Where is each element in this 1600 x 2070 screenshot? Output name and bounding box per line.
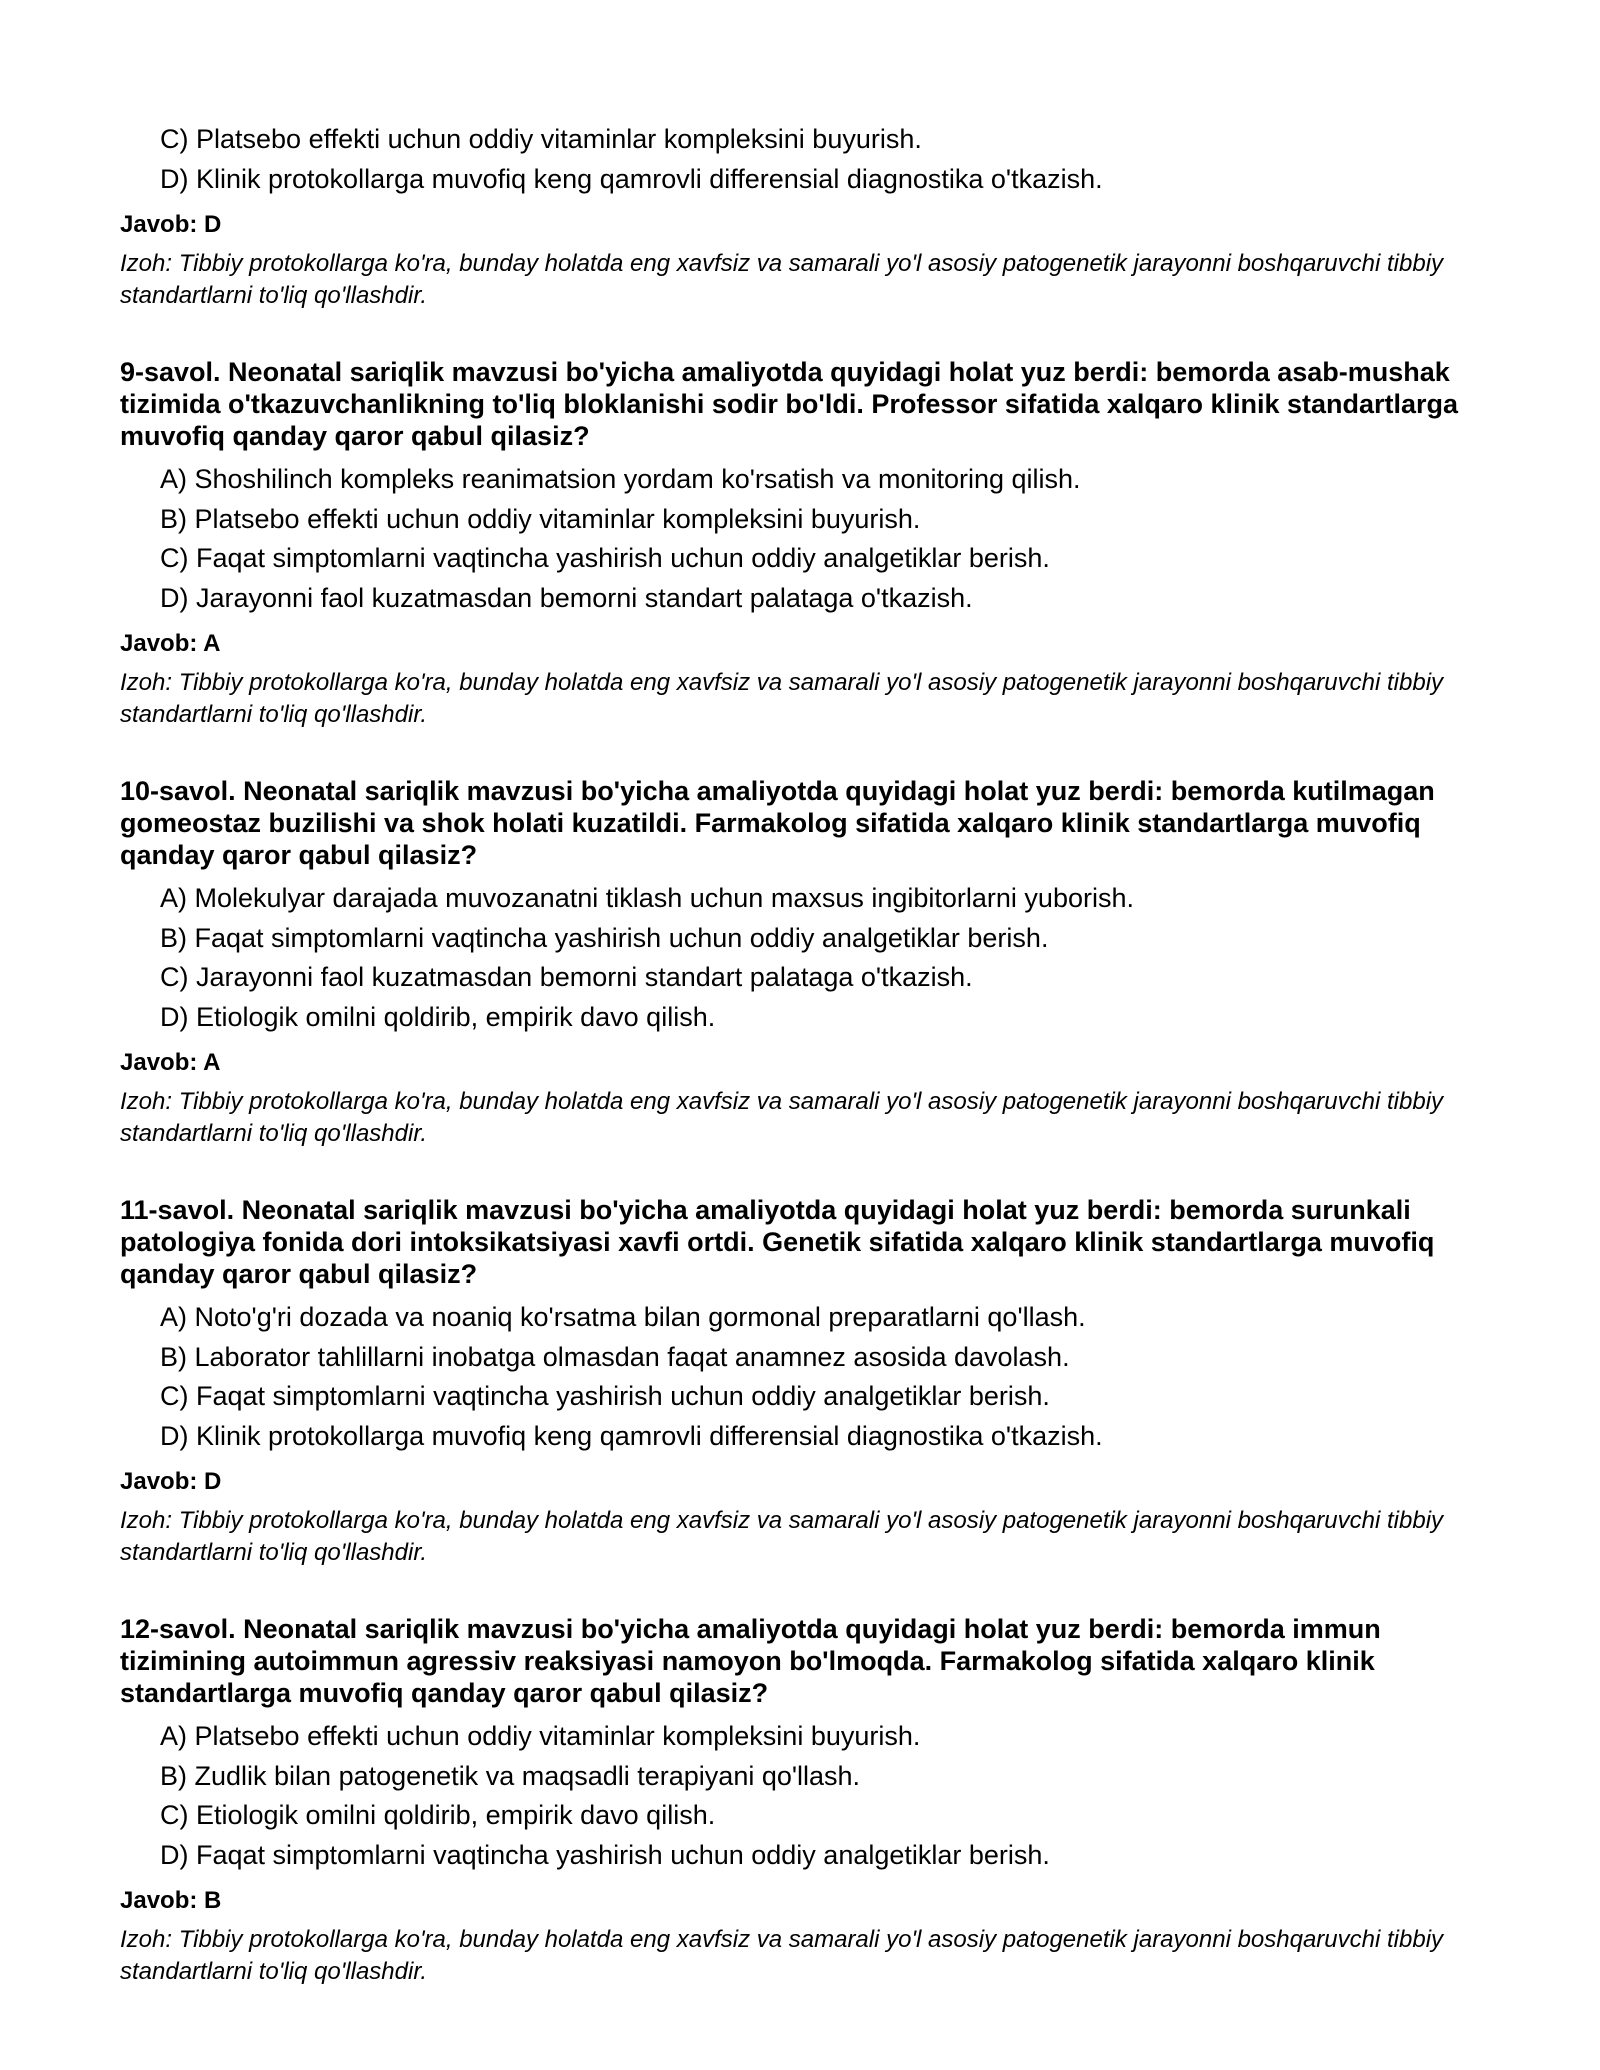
option-c: C) Jarayonni faol kuzatmasdan bemorni standart palataga o'tkazish. <box>160 962 973 992</box>
answer-label: Javob: A <box>120 1049 221 1076</box>
question-11 <box>120 1194 1480 1569</box>
option-c: C) Etiologik omilni qoldirib, empirik davo qilish. <box>160 1800 716 1830</box>
question-9 <box>120 356 1480 731</box>
explanation-note: Izoh: Tibbiy protokollarga ko'ra, bunday holatda eng xavfsiz va samarali yo'l asosiy patogenetik jarayonni boshqaruvchi tibbiy standartlarni to'liq qo'llashdir. <box>120 1926 1444 1985</box>
option-c: C) Faqat simptomlarni vaqtincha yashirish uchun oddiy analgetiklar berish. <box>160 543 1050 573</box>
question-text: 9-savol. Neonatal sariqlik mavzusi bo'yicha amaliyotda quyidagi holat yuz berdi: bemorda asab-mushak tizimida o'tkazuvchanlikning to'liq bloklanishi sodir bo'ldi. Professor sifatida xalqaro klinik standartlarga muvofiq qanday qaror qabul qilasiz? <box>120 357 1459 451</box>
question-text: 11-savol. Neonatal sariqlik mavzusi bo'yicha amaliyotda quyidagi holat yuz berdi: bemorda surunkali patologiya fonida dori intoksikatsiyasi xavfi ortdi. Genetik sifatida xalqaro klinik standartlarga muvofiq qanday qaror qabul qilasiz? <box>120 1195 1435 1289</box>
option-a: A) Noto'g'ri dozada va noaniq ko'rsatma bilan gormonal preparatlarni qo'llash. <box>160 1302 1086 1332</box>
answer-label: Javob: D <box>120 1468 222 1495</box>
option-a: A) Shoshilinch kompleks reanimatsion yordam ko'rsatish va monitoring qilish. <box>160 464 1081 494</box>
explanation-note: Izoh: Tibbiy protokollarga ko'ra, bunday holatda eng xavfsiz va samarali yo'l asosiy patogenetik jarayonni boshqaruvchi tibbiy standartlarni to'liq qo'llashdir. <box>120 1507 1444 1566</box>
option-d: D) Etiologik omilni qoldirib, empirik davo qilish. <box>160 1001 716 1032</box>
question-12 <box>120 1613 1480 1988</box>
option-a: A) Molekulyar darajada muvozanatni tiklash uchun maxsus ingibitorlarni yuborish. <box>160 883 1134 913</box>
option-d: D) Jarayonni faol kuzatmasdan bemorni standart palataga o'tkazish. <box>160 582 973 613</box>
option-c: C) Platsebo effekti uchun oddiy vitaminlar kompleksini buyurish. <box>160 124 922 154</box>
option-a: A) Platsebo effekti uchun oddiy vitaminlar kompleksini buyurish. <box>160 1721 921 1751</box>
option-b: B) Laborator tahlillarni inobatga olmasdan faqat anamnez asosida davolash. <box>160 1341 1070 1372</box>
question-text: 10-savol. Neonatal sariqlik mavzusi bo'yicha amaliyotda quyidagi holat yuz berdi: bemorda kutilmagan gomeostaz buzilishi va shok holati kuzatildi. Farmakolog sifatida xalqaro klinik standartlarga muvofiq qanday qaror qabul qilasiz? <box>120 776 1435 870</box>
question-text: 12-savol. Neonatal sariqlik mavzusi bo'yicha amaliyotda quyidagi holat yuz berdi: bemorda immun tizimining autoimmun agressiv reaksiyasi namoyon bo'lmoqda. Farmakolog sifatida xalqaro klinik standartlarga muvofiq qanday qaror qabul qilasiz? <box>120 1614 1381 1708</box>
option-b: B) Faqat simptomlarni vaqtincha yashirish uchun oddiy analgetiklar berish. <box>160 922 1049 953</box>
document-page <box>120 120 1480 1988</box>
option-b: B) Zudlik bilan patogenetik va maqsadli terapiyani qo'llash. <box>160 1760 861 1791</box>
explanation-note: Izoh: Tibbiy protokollarga ko'ra, bunday holatda eng xavfsiz va samarali yo'l asosiy patogenetik jarayonni boshqaruvchi tibbiy standartlarni to'liq qo'llashdir. <box>120 1088 1444 1147</box>
option-c: C) Faqat simptomlarni vaqtincha yashirish uchun oddiy analgetiklar berish. <box>160 1381 1050 1411</box>
option-d: D) Klinik protokollarga muvofiq keng qamrovli differensial diagnostika o'tkazish. <box>160 1420 1103 1451</box>
question-10 <box>120 775 1480 1150</box>
previous-question-tail <box>120 120 1480 312</box>
explanation-note: Izoh: Tibbiy protokollarga ko'ra, bunday holatda eng xavfsiz va samarali yo'l asosiy patogenetik jarayonni boshqaruvchi tibbiy standartlarni to'liq qo'llashdir. <box>120 250 1444 309</box>
option-b: B) Platsebo effekti uchun oddiy vitaminlar kompleksini buyurish. <box>160 503 921 534</box>
answer-label: Javob: D <box>120 211 222 238</box>
answer-label: Javob: B <box>120 1887 222 1914</box>
answer-label: Javob: A <box>120 630 221 657</box>
option-d: D) Faqat simptomlarni vaqtincha yashirish uchun oddiy analgetiklar berish. <box>160 1839 1050 1870</box>
option-d: D) Klinik protokollarga muvofiq keng qamrovli differensial diagnostika o'tkazish. <box>160 163 1103 194</box>
explanation-note: Izoh: Tibbiy protokollarga ko'ra, bunday holatda eng xavfsiz va samarali yo'l asosiy patogenetik jarayonni boshqaruvchi tibbiy standartlarni to'liq qo'llashdir. <box>120 669 1444 728</box>
